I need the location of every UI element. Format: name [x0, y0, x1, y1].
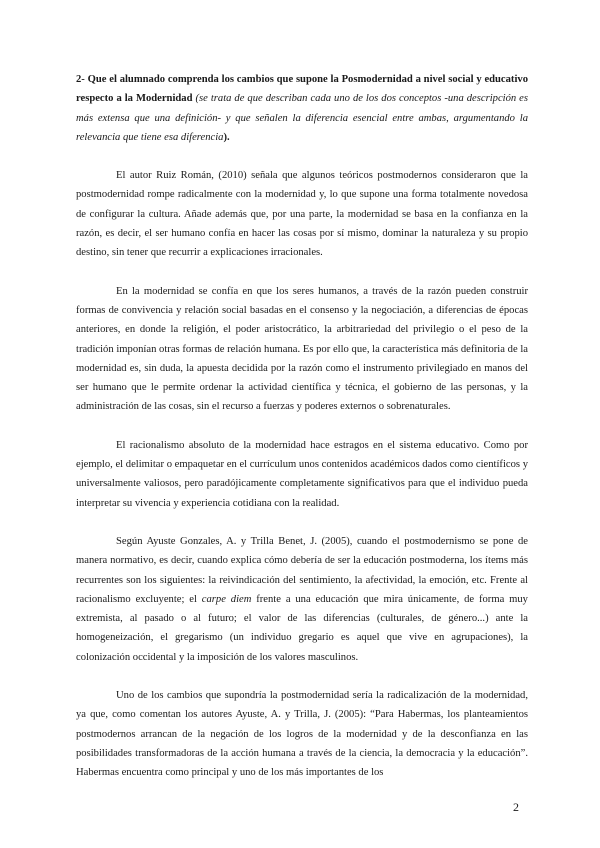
- page-content: [76, 70, 528, 802]
- paragraph-2: En la modernidad se confía en que los seres humanos, a través de la razón pueden construir formas de convivencia y relación social basadas en el consenso y la negociación, a diferencias de épocas anteriores, en donde la religión, el poder aristocrático, la arbitrariedad del privilegio o el peso de la tradición imponían otras formas de relación humana. Es por ello que, la característica más definitoria de la modernidad es, sin duda, la apuesta decidida por la razón como el instrumento privilegiado en manos del ser humano que le permite ordenar la actividad científica y técnica, el gobierno de las personas, y la administración de las cosas, sin el recurso a fuerzas y poderes externos o sobrenaturales.: [76, 285, 528, 413]
- section-heading: [76, 70, 528, 147]
- page-number: 2: [513, 800, 519, 814]
- paragraph-5: Uno de los cambios que supondría la postmodernidad sería la radicalización de la modernidad, ya que, como comentan los autores Ayuste, A. y Trilla, J. (2005): “Para Habermas, los planteamientos postmodernos arrancan de la negación de los logros de la modernidad y de la desconfianza en las posibilidades transformadoras de la acción humana a través de la ciencia, la democracia y la educación”. Habermas encuentra como principal y uno de los más importantes de los: [76, 690, 528, 779]
- paragraph-3: El racionalismo absoluto de la modernidad hace estragos en el sistema educativo. Como por ejemplo, el delimitar o empaquetar en el currículum unos contenidos académicos dados como científicos y universalmente valiosos, pero paradójicamente completamente significativos para que el individuo pueda interpretar su vivencia y experiencia cotidiana con la realidad.: [76, 439, 528, 509]
- paragraph-4: [76, 532, 528, 667]
- heading-number: 2-: [76, 74, 85, 85]
- paragraph-4-after: frente a una educación que mira únicamente, de forma muy extremista, al pasado o al futuro; el valor de las diferencias (culturales, de género...) ante la homogeneización, el gregarismo (un individuo gregario es aquel que vive en agrupaciones), la colonización occidental y la imposición de los valores masculinos.: [76, 593, 528, 663]
- heading-title: Que el alumnado comprenda los cambios que supone la Posmodernidad a nivel social y educativo respecto a la Modernidad: [76, 74, 528, 105]
- carpe-diem-term: carpe diem: [201, 593, 252, 605]
- heading-hint: se trata de que describan cada uno de los dos conceptos -una descripción es más extensa que una definición- y que señalen la diferencia esencial entre ambas, argumentando la relevancia que tiene esa diferencia: [76, 93, 528, 143]
- paragraph-4-before: Según Ayuste Gonzales, A. y Trilla Benet, J. (2005), cuando el postmodernismo se pone de manera normativo, es decir, cuando explica cómo debería de ser la educación postmoderna, los ítems más recurrentes son los siguientes: la reivindicación del sentimiento, la afectividad, la emoción, etc. Frente al racionalismo excluyente; el: [76, 535, 528, 605]
- heading-open-paren: (: [195, 93, 200, 105]
- heading-close-paren: ).: [223, 131, 230, 143]
- paragraph-1: El autor Ruiz Román, (2010) señala que algunos teóricos postmodernos consideraron que la postmodernidad rompe radicalmente con la modernidad y, lo que supone una forma totalmente novedosa de configurar la cultura. Añade además que, por una parte, la modernidad se basa en la confianza en la razón, es decir, el ser humano confía en hacer las cosas por sí mismo, dominar la naturaleza y su propio destino, sin tener que recurrir a explicaciones irracionales.: [76, 170, 528, 259]
